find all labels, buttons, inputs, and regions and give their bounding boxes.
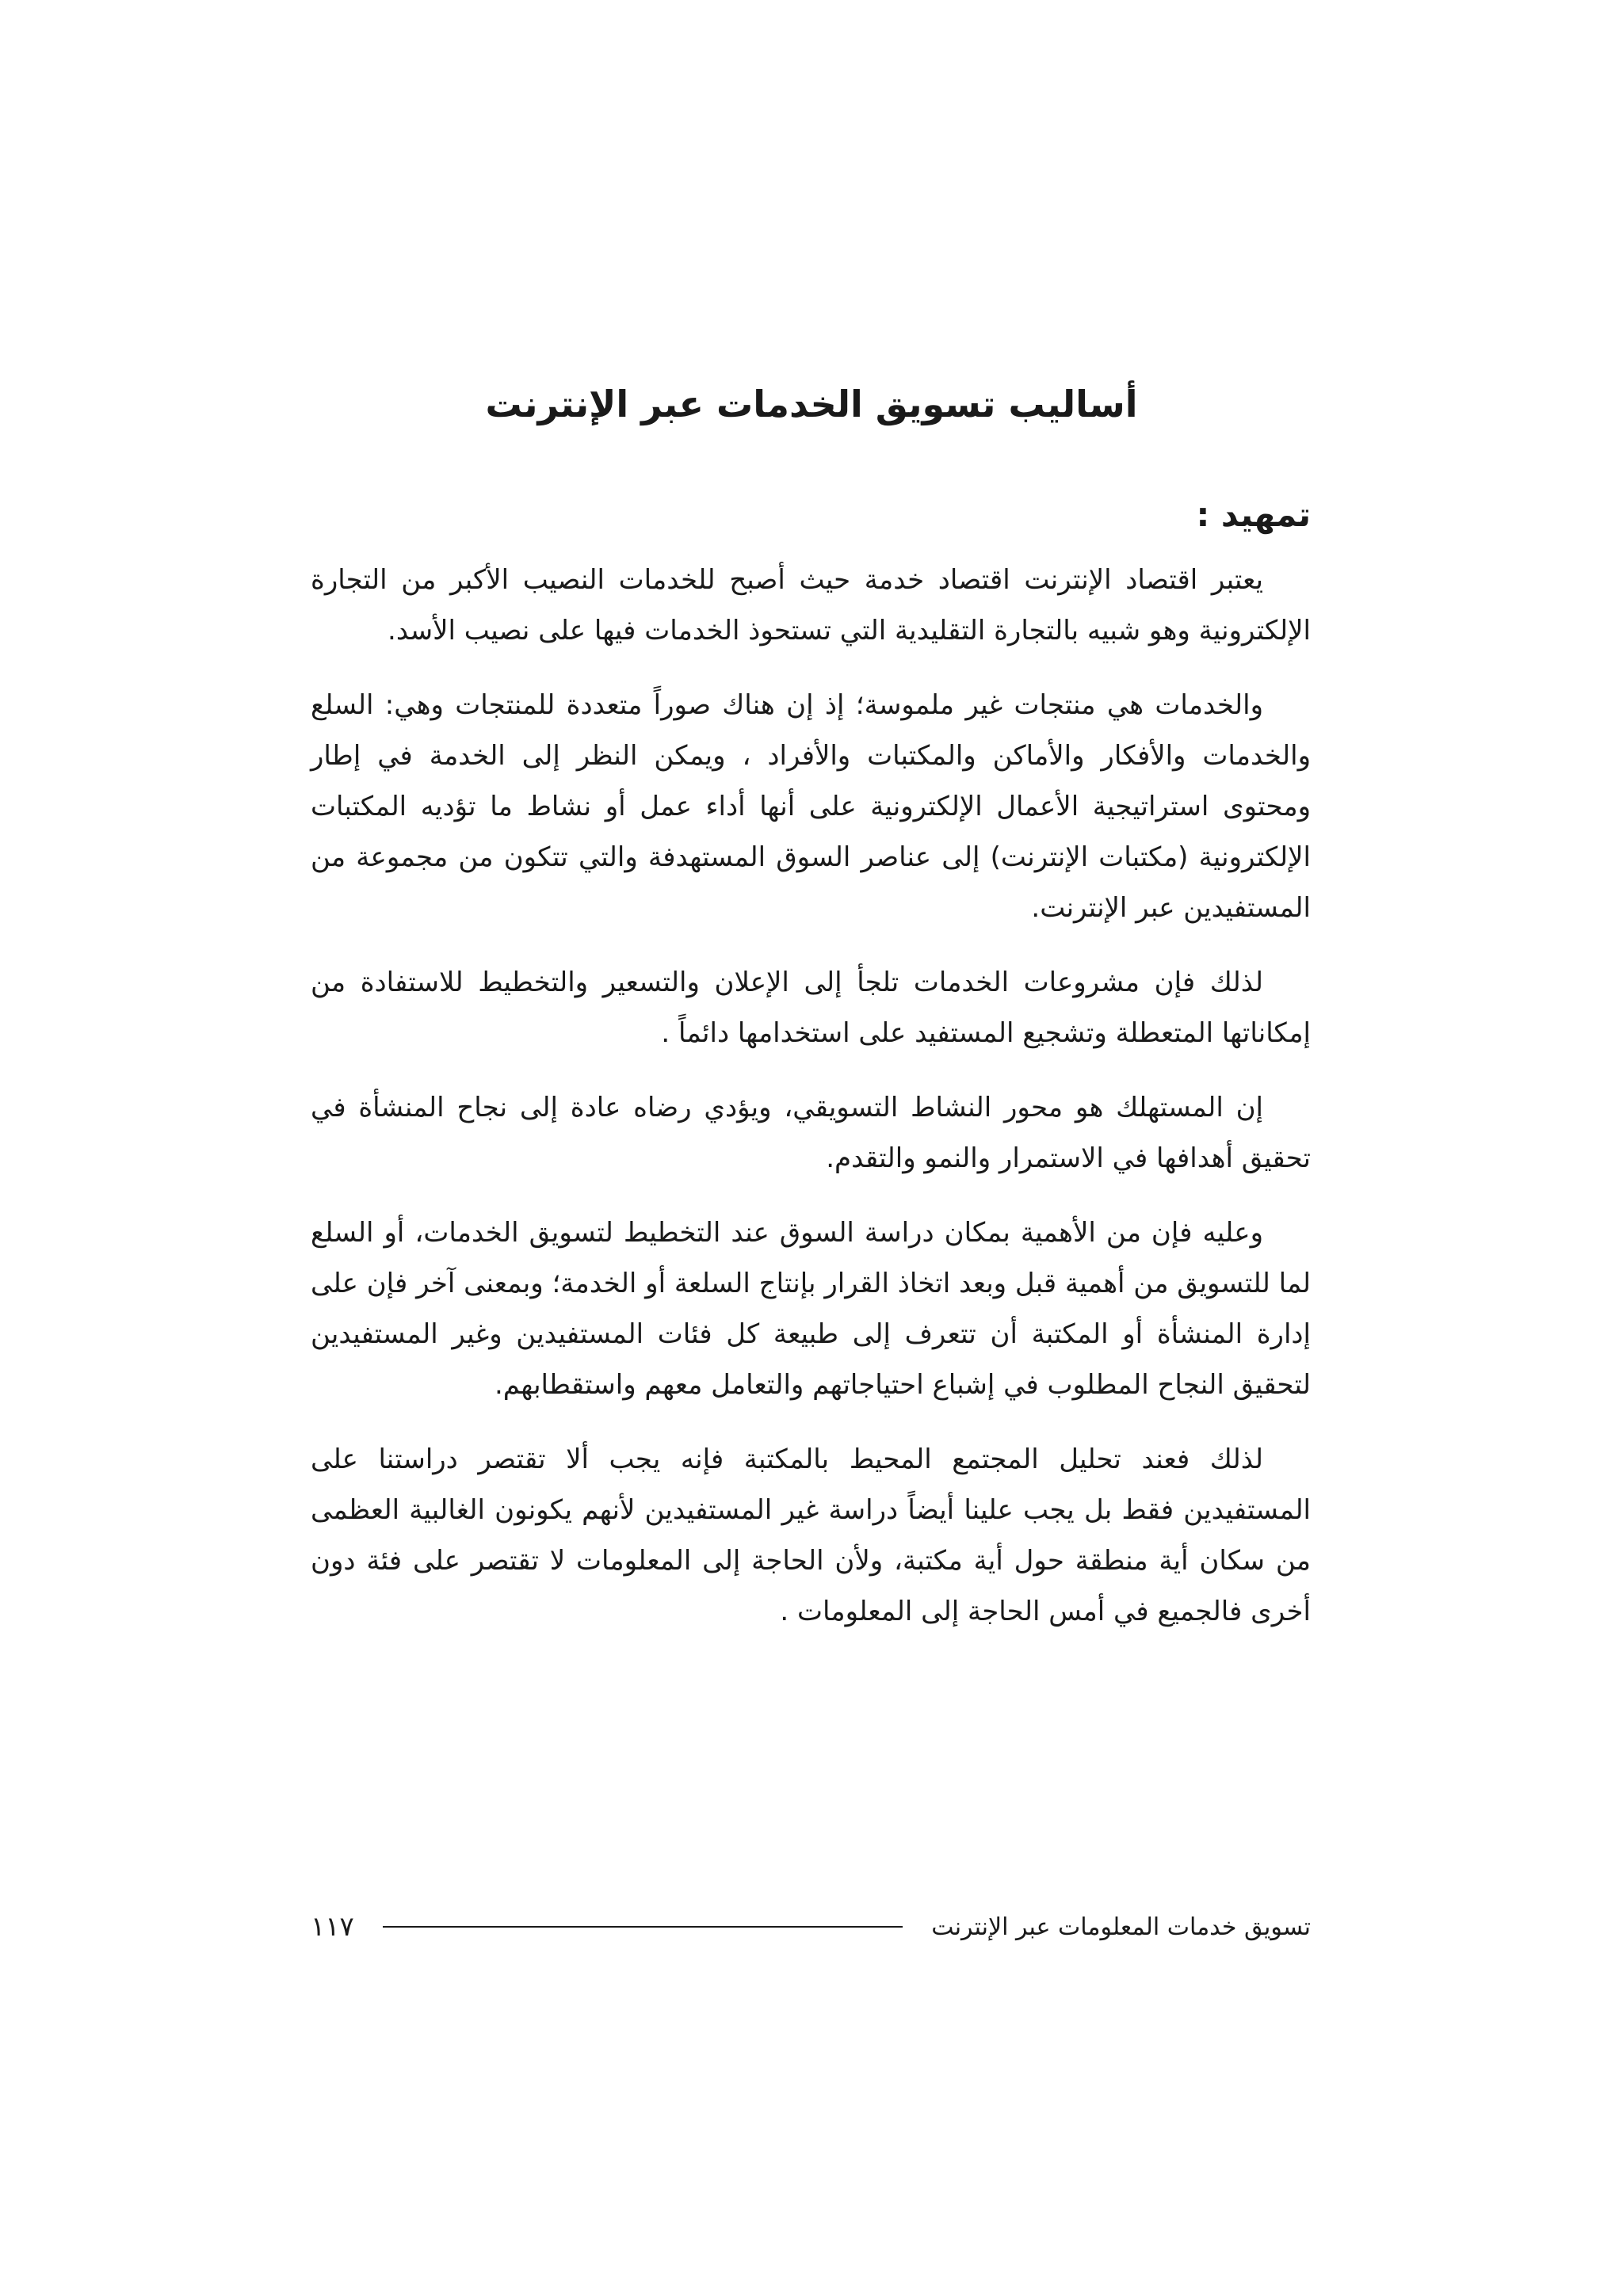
footer-divider bbox=[383, 1926, 903, 1928]
page-number: ١١٧ bbox=[311, 1911, 354, 1943]
paragraph-1: يعتبر اقتصاد الإنترنت اقتصاد خدمة حيث أصبح للخدمات النصيب الأكبر من التجارة الإلكترونية وهو شبيه بالتجارة التقليدية التي تستحوذ الخدمات فيها على نصيب الأسد. bbox=[311, 564, 1311, 646]
chapter-title: أساليب تسويق الخدمات عبر الإنترنت bbox=[485, 383, 1138, 425]
section-heading: تمهيد : bbox=[1196, 495, 1311, 534]
footer-book-title: تسويق خدمات المعلومات عبر الإنترنت bbox=[931, 1913, 1311, 1941]
paragraph-6: لذلك فعند تحليل المجتمع المحيط بالمكتبة فإنه يجب ألا تقتصر دراستنا على المستفيدين فقط بل يجب علينا أيضاً دراسة غير المستفيدين لأنهم يكونون الغالبية العظمى من سكان أية منطقة حول أية مكتبة، ولأن الحاجة إلى المعلومات لا تقتصر على فئة دون أخرى فالجميع في أمس الحاجة إلى المعلومات . bbox=[311, 1444, 1311, 1627]
body-content bbox=[311, 485, 1311, 1661]
page-footer bbox=[311, 1903, 1311, 1951]
paragraph-3: لذلك فإن مشروعات الخدمات تلجأ إلى الإعلان والتسعير والتخطيط للاستفادة من إمكاناتها المتعطلة وتشجيع المستفيد على استخدامها دائماً . bbox=[311, 967, 1311, 1049]
paragraph-4: إن المستهلك هو محور النشاط التسويقي، ويؤدي رضاه عادة إلى نجاح المنشأة في تحقيق أهدافها في الاستمرار والنمو والتقدم. bbox=[311, 1092, 1311, 1174]
paragraph-5: وعليه فإن من الأهمية بمكان دراسة السوق عند التخطيط لتسويق الخدمات، أو السلع لما للتسويق من أهمية قبل وبعد اتخاذ القرار بإنتاج السلعة أو الخدمة؛ وبمعنى آخر فإن على إدارة المنشأة أو المكتبة أن تتعرف إلى طبيعة كل فئات المستفيدين وغير المستفيدين لتحقيق النجاح المطلوب في إشباع احتياجاتهم والتعامل معهم واستقطابهم. bbox=[311, 1217, 1311, 1401]
paragraph-2: والخدمات هي منتجات غير ملموسة؛ إذ إن هناك صوراً متعددة للمنتجات وهي: السلع والخدمات والأفكار والأماكن والمكتبات والأفراد ، ويمكن النظر إلى الخدمة في إطار ومحتوى استراتيجية الأعمال الإلكترونية على أنها أداء عمل أو نشاط ما تؤديه المكتبات الإلكترونية (مكتبات الإنترنت) إلى عناصر السوق المستهدفة والتي تتكون من مجموعة من المستفيدين عبر الإنترنت. bbox=[311, 689, 1311, 924]
